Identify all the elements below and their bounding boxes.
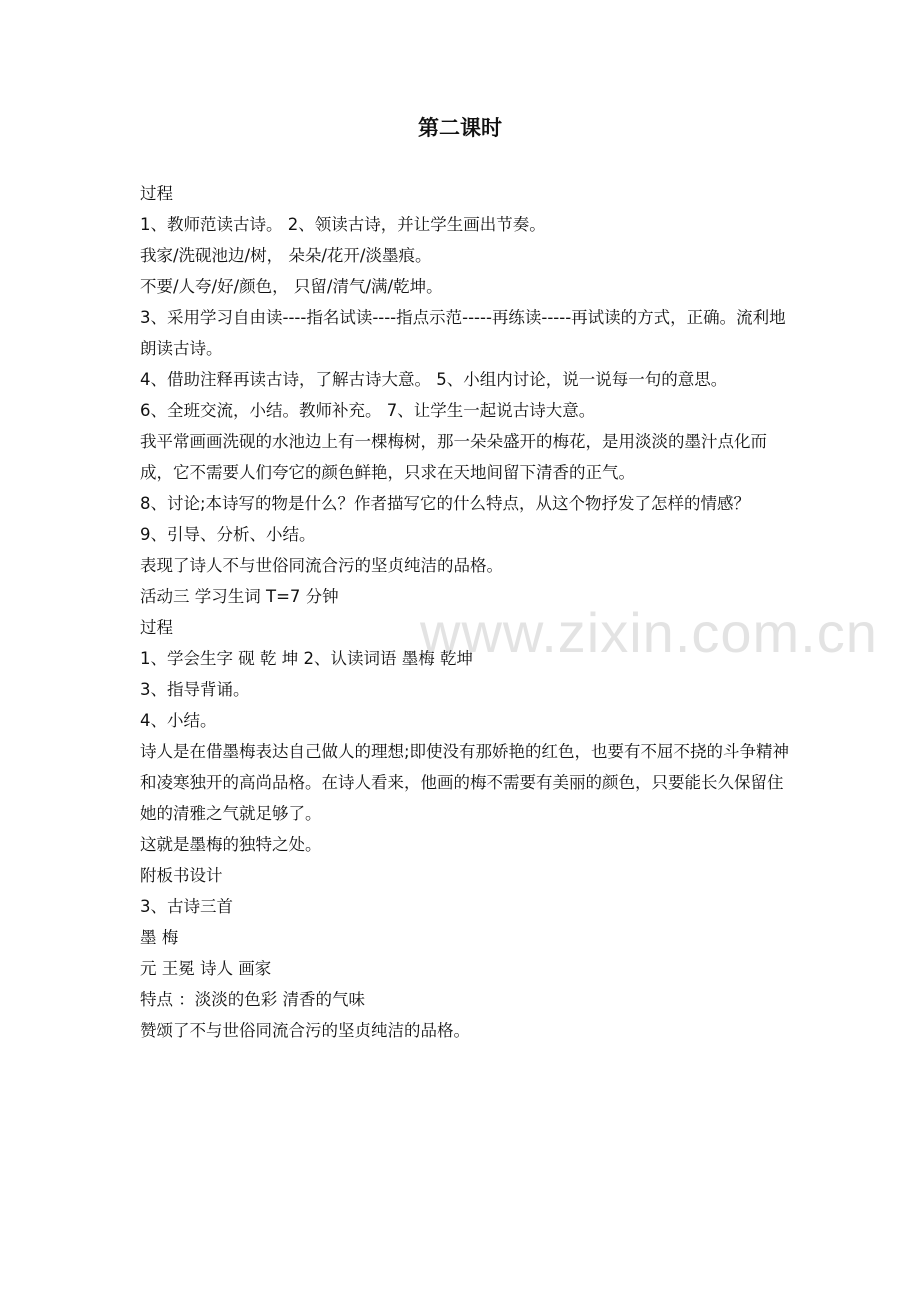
text-line: 活动三 学习生词 T=7 分钟 bbox=[140, 587, 339, 606]
text-line: 我家/洗砚池边/树， 朵朵/花开/淡墨痕。 bbox=[140, 246, 432, 265]
text-line: 过程 bbox=[140, 618, 173, 637]
text-line: 3、指导背诵。 bbox=[140, 680, 250, 699]
text-line: 4、小结。 bbox=[140, 711, 217, 730]
text-line: 附板书设计 bbox=[140, 866, 223, 885]
text-line: 1、教师范读古诗。 2、领读古诗，并让学生画出节奏。 bbox=[140, 215, 546, 234]
text-line: 这就是墨梅的独特之处。 bbox=[140, 835, 322, 854]
text-line: 9、引导、分析、小结。 bbox=[140, 525, 316, 544]
text-line: 元 王冕 诗人 画家 bbox=[140, 959, 272, 978]
text-line: 我平常画画洗砚的水池边上有一棵梅树，那一朵朵盛开的梅花，是用淡淡的墨汁点化而成，它不需要人们夸它的颜色鲜艳，只求在天地间留下清香的正气。 bbox=[140, 432, 767, 482]
document-body bbox=[140, 178, 790, 1046]
text-line: 特点 ：淡淡的色彩 清香的气味 bbox=[140, 990, 365, 1009]
text-line: 8、讨论;本诗写的物是什么？作者描写它的什么特点，从这个物抒发了怎样的情感？ bbox=[140, 494, 751, 513]
text-line: 1、学会生字 砚 乾 坤 2、认读词语 墨梅 乾坤 bbox=[140, 649, 473, 668]
text-line: 过程 bbox=[140, 184, 173, 203]
text-line: 4、借助注释再读古诗，了解古诗大意。 5、小组内讨论，说一说每一句的意思。 bbox=[140, 370, 728, 389]
text-line: 不要/人夸/好/颜色， 只留/清气/满/乾坤。 bbox=[140, 277, 443, 296]
text-line: 3、古诗三首 bbox=[140, 897, 233, 916]
text-line: 3、采用学习自由读----指名试读----指点示范-----再练读-----再试读的方式，正确。流利地朗读古诗。 bbox=[140, 308, 786, 358]
text-line: 表现了诗人不与世俗同流合污的坚贞纯洁的品格。 bbox=[140, 556, 503, 575]
text-line: 诗人是在借墨梅表达自己做人的理想;即使没有那娇艳的红色，也要有不屈不挠的斗争精神和凌寒独开的高尚品格。在诗人看来，他画的梅不需要有美丽的颜色，只要能长久保留住她的清雅之气就足够了。 bbox=[140, 742, 790, 823]
text-line: 6、全班交流，小结。教师补充。 7、让学生一起说古诗大意。 bbox=[140, 401, 596, 420]
watermark: www.zixin.com.cn bbox=[420, 601, 878, 664]
text-line: 赞颂了不与世俗同流合污的坚贞纯洁的品格。 bbox=[140, 1021, 470, 1040]
text-line: 墨 梅 bbox=[140, 928, 179, 947]
page-title: 第二课时 bbox=[418, 116, 502, 140]
